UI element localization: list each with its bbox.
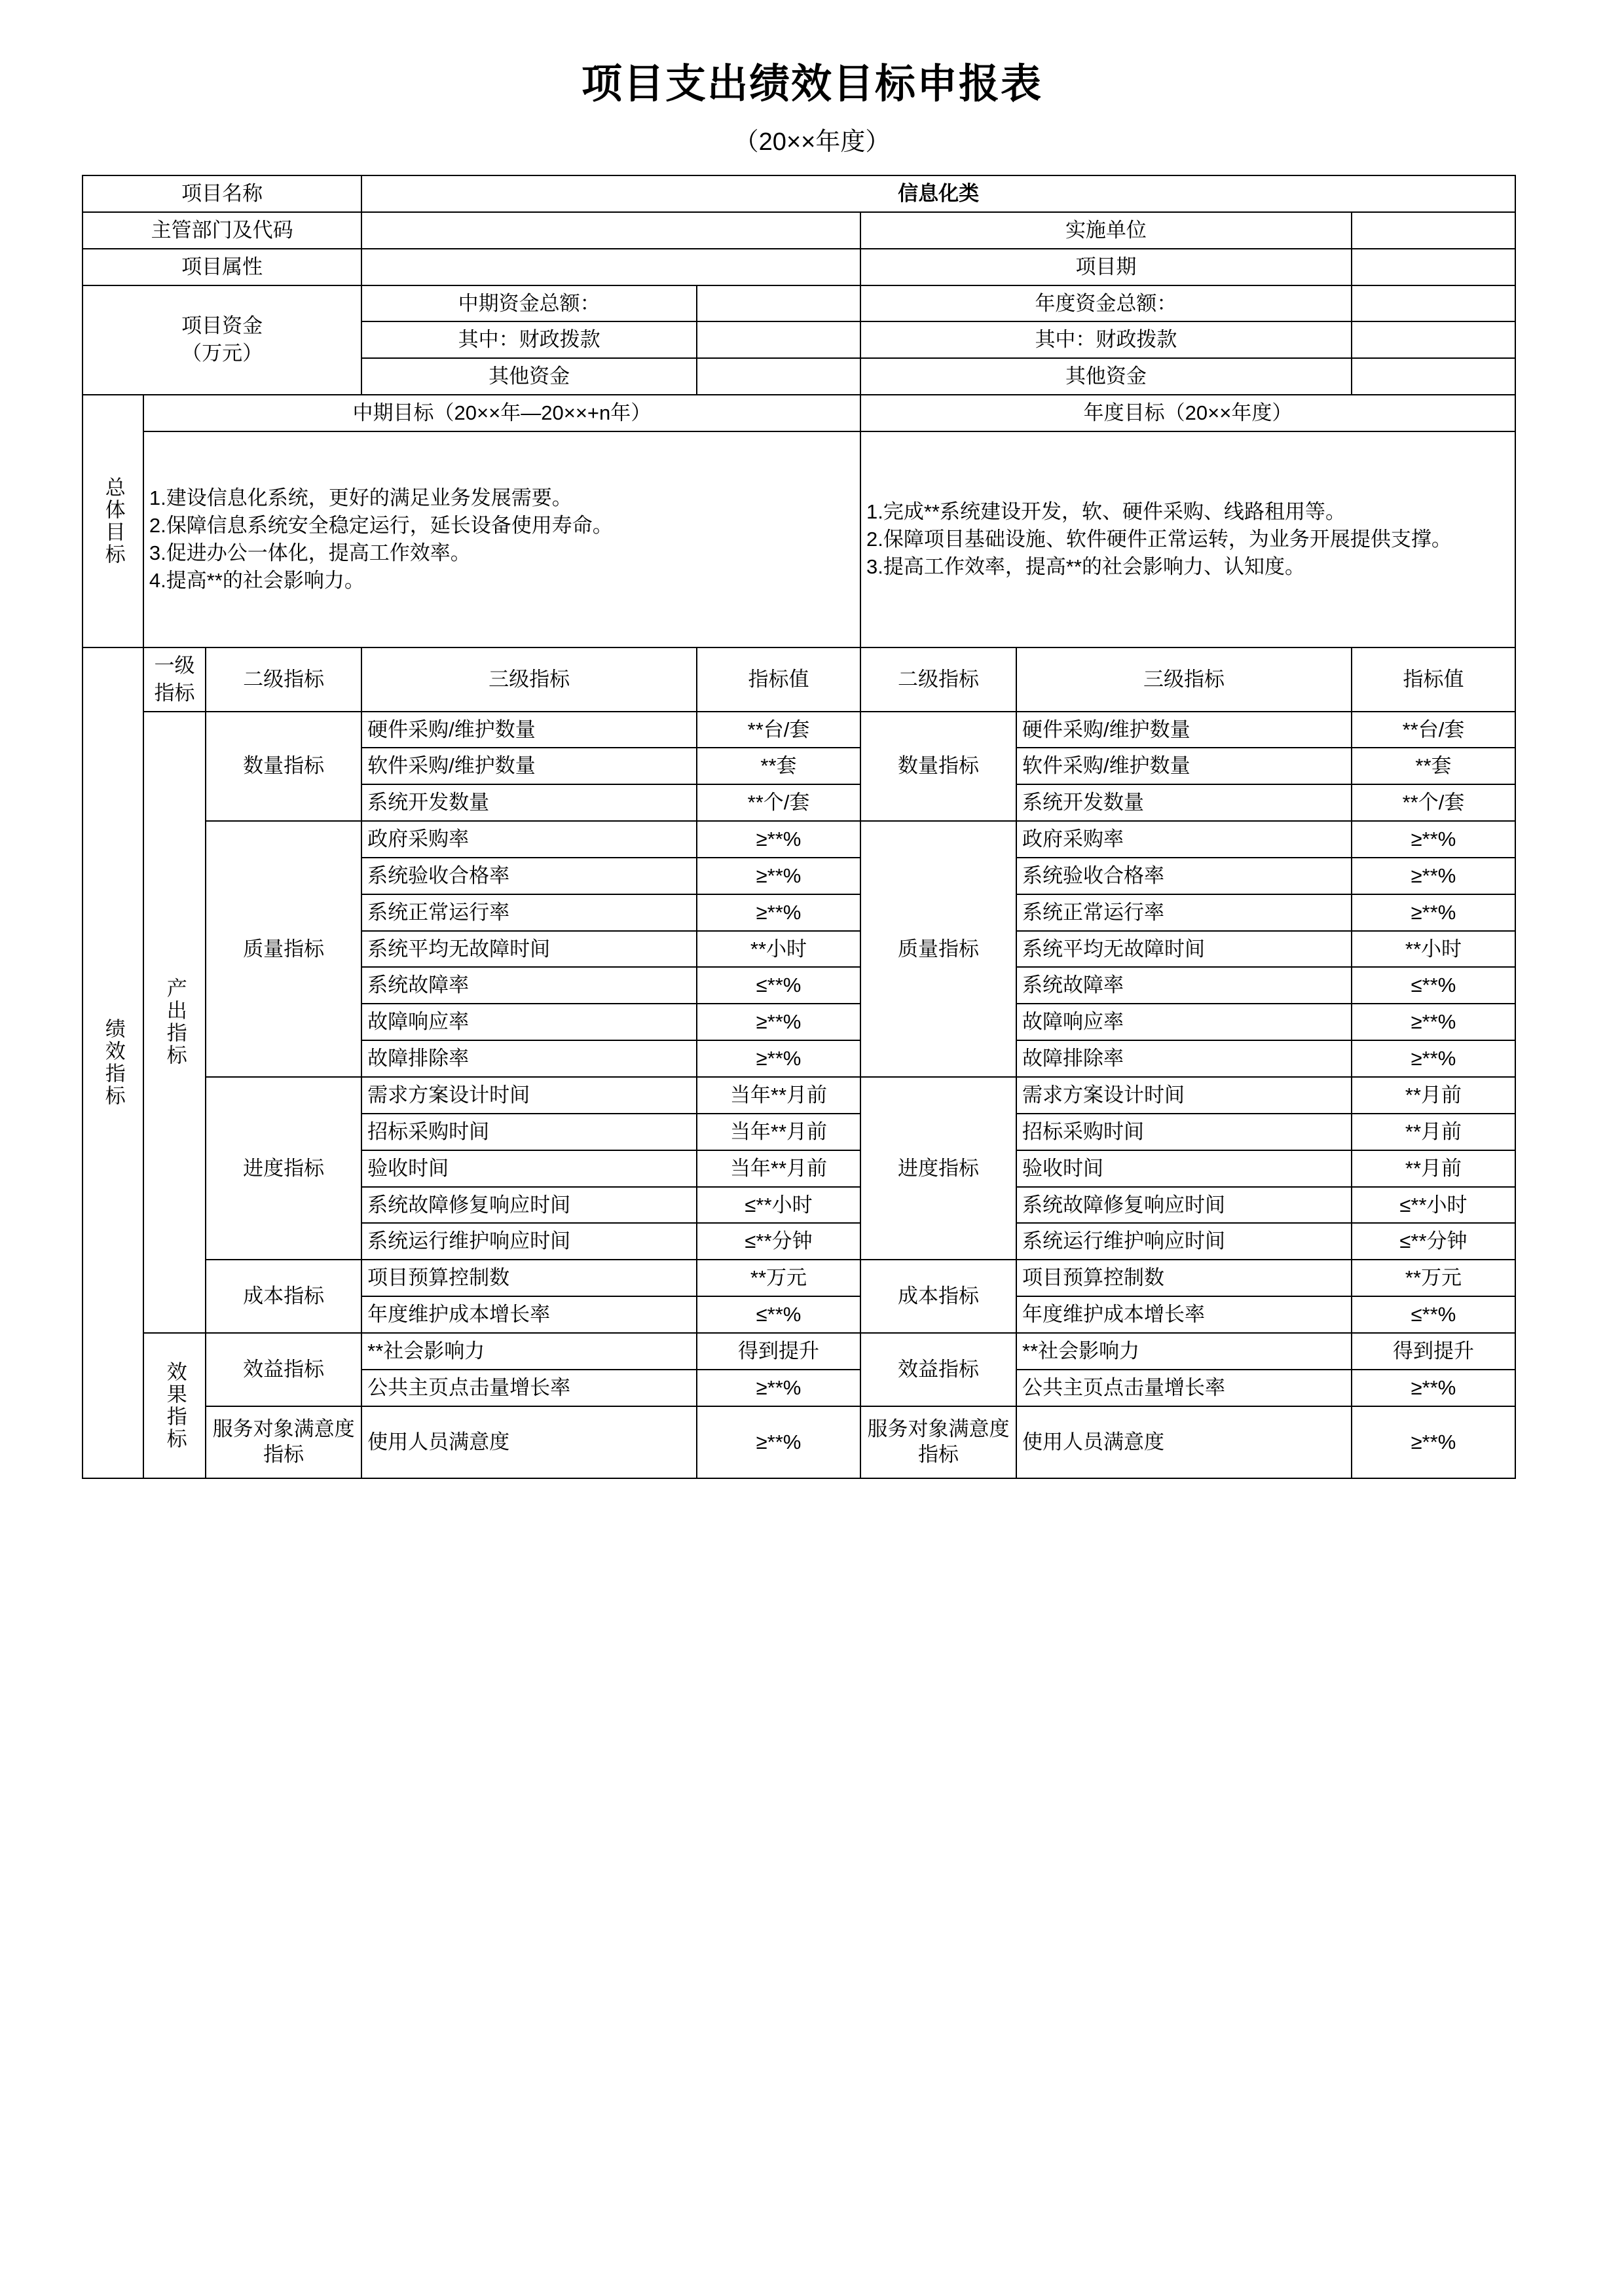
indicator-name-mid: 使用人员满意度	[361, 1406, 697, 1478]
fund-year-gov-value[interactable]	[1352, 321, 1515, 358]
fund-year-other-value[interactable]	[1352, 358, 1515, 395]
indicator-name-mid: 故障排除率	[361, 1040, 697, 1077]
fund-label-line1: 项目资金	[181, 314, 263, 338]
fund-year-other-label: 其他资金	[860, 358, 1352, 395]
table-row	[83, 1406, 1515, 1478]
indicator-name-year: 年度维护成本增长率	[1016, 1296, 1352, 1333]
indicator-value-mid: ≤**小时	[697, 1187, 860, 1224]
group-label-satisfaction-mid: 服务对象满意度指标	[206, 1406, 361, 1478]
indicator-name-mid: 政府采购率	[361, 821, 697, 858]
indicator-name-year: **社会影响力	[1016, 1333, 1352, 1370]
fund-year-gov-label: 其中：财政拨款	[860, 321, 1352, 358]
table-row	[83, 1260, 1515, 1296]
indicator-value-mid: **万元	[697, 1260, 860, 1296]
group-label-cost-mid: 成本指标	[206, 1260, 361, 1333]
indicator-name-year: 招标采购时间	[1016, 1114, 1352, 1150]
overall-mid-content	[143, 431, 860, 647]
attr-value[interactable]	[361, 249, 860, 285]
indicator-name-mid: 系统运行维护响应时间	[361, 1223, 697, 1260]
group-label-progress-mid: 进度指标	[206, 1077, 361, 1260]
level1-effect-label: 效果指标	[143, 1333, 206, 1478]
indicator-value-mid: **小时	[697, 931, 860, 968]
indicator-name-mid: 硬件采购/维护数量	[361, 712, 697, 748]
indicator-value-year: ≤**%	[1352, 967, 1515, 1004]
attr-label: 项目属性	[83, 249, 361, 285]
indicator-value-mid: ≤**%	[697, 1296, 860, 1333]
indicator-name-year: 系统故障率	[1016, 967, 1352, 1004]
indicator-value-mid: **台/套	[697, 712, 860, 748]
indicator-name-mid: 系统故障率	[361, 967, 697, 1004]
indicator-name-mid: 项目预算控制数	[361, 1260, 697, 1296]
overall-mid-item-3: 3.促进办公一体化，提高工作效率。	[149, 541, 471, 564]
period-label: 项目期	[860, 249, 1352, 285]
indicator-name-year: 系统开发数量	[1016, 784, 1352, 821]
indicator-name-mid: **社会影响力	[361, 1333, 697, 1370]
group-label-quantity-mid: 数量指标	[206, 712, 361, 822]
indicator-value-mid: ≤**分钟	[697, 1223, 860, 1260]
indicator-value-mid: **个/套	[697, 784, 860, 821]
indicator-name-mid: 公共主页点击量增长率	[361, 1370, 697, 1406]
group-label-cost-year: 成本指标	[860, 1260, 1016, 1333]
level1-header: 一级指标	[143, 647, 206, 712]
dept-label: 主管部门及代码	[83, 212, 361, 249]
indicator-name-year: 系统平均无故障时间	[1016, 931, 1352, 968]
indicator-name-mid: 故障响应率	[361, 1004, 697, 1040]
table-row	[83, 712, 1515, 748]
indicator-name-year: 硬件采购/维护数量	[1016, 712, 1352, 748]
indicator-value-year: ≥**%	[1352, 858, 1515, 894]
table-row-project-name	[83, 175, 1515, 212]
indicator-value-mid: ≥**%	[697, 1004, 860, 1040]
indicator-value-mid: ≥**%	[697, 858, 860, 894]
indicator-value-year: **台/套	[1352, 712, 1515, 748]
group-label-quality-mid: 质量指标	[206, 821, 361, 1077]
indicator-value-mid: 当年**月前	[697, 1150, 860, 1187]
table-row-dept-unit	[83, 212, 1515, 249]
performance-target-table	[82, 175, 1516, 1479]
group-label-progress-year: 进度指标	[860, 1077, 1016, 1260]
overall-year-item-2: 2.保障项目基础设施、软件硬件正常运转，为业务开展提供支撑。	[866, 527, 1452, 551]
page-title: 项目支出绩效目标申报表	[581, 62, 1043, 107]
indicator-value-mid: ≥**%	[697, 1406, 860, 1478]
indicator-value-year: **万元	[1352, 1260, 1515, 1296]
period-value[interactable]	[1352, 249, 1515, 285]
dept-value[interactable]	[361, 212, 860, 249]
indicator-name-year: 使用人员满意度	[1016, 1406, 1352, 1478]
overall-mid-item-1: 1.建设信息化系统，更好的满足业务发展需要。	[149, 486, 572, 510]
table-row	[83, 821, 1515, 858]
indicators-side-label: 绩效指标	[83, 647, 143, 1478]
overall-year-content	[860, 431, 1515, 647]
indicator-value-year: 得到提升	[1352, 1333, 1515, 1370]
table-row-fund-1	[83, 285, 1515, 322]
table-row-indicator-header	[83, 647, 1515, 712]
indicator-value-mid: 得到提升	[697, 1333, 860, 1370]
indicator-value-year: **小时	[1352, 931, 1515, 968]
level2-header-mid: 二级指标	[206, 647, 361, 712]
group-label-quality-year: 质量指标	[860, 821, 1016, 1077]
level1-output-label: 产出指标	[143, 712, 206, 1333]
overall-year-header: 年度目标（20××年度）	[860, 395, 1515, 431]
level3-header-year: 三级指标	[1016, 647, 1352, 712]
indicator-value-year: ≤**分钟	[1352, 1223, 1515, 1260]
indicator-value-year: **个/套	[1352, 784, 1515, 821]
indicator-value-year: ≥**%	[1352, 821, 1515, 858]
indicator-name-year: 故障排除率	[1016, 1040, 1352, 1077]
indicator-value-mid: ≤**%	[697, 967, 860, 1004]
fund-year-total-label: 年度资金总额：	[860, 285, 1352, 322]
indicator-name-mid: 验收时间	[361, 1150, 697, 1187]
indicator-value-year: ≥**%	[1352, 894, 1515, 931]
group-label-quantity-year: 数量指标	[860, 712, 1016, 822]
indicator-name-year: 软件采购/维护数量	[1016, 748, 1352, 784]
table-row	[83, 1077, 1515, 1114]
indicator-value-mid: ≥**%	[697, 1040, 860, 1077]
indicator-name-mid: 招标采购时间	[361, 1114, 697, 1150]
indicator-name-year: 需求方案设计时间	[1016, 1077, 1352, 1114]
indicator-name-year: 系统运行维护响应时间	[1016, 1223, 1352, 1260]
indicator-name-year: 故障响应率	[1016, 1004, 1352, 1040]
indicator-value-mid: 当年**月前	[697, 1114, 860, 1150]
indicator-name-mid: 软件采购/维护数量	[361, 748, 697, 784]
indicator-value-year: ≤**小时	[1352, 1187, 1515, 1224]
fund-mid-other-label: 其他资金	[361, 358, 697, 395]
project-name-value[interactable]: 信息化类	[361, 175, 1515, 212]
group-label-benefit-year: 效益指标	[860, 1333, 1016, 1406]
indicator-value-year: ≤**%	[1352, 1296, 1515, 1333]
level3-header-mid: 三级指标	[361, 647, 697, 712]
indicator-value-mid: **套	[697, 748, 860, 784]
fund-mid-gov-value[interactable]	[697, 321, 860, 358]
overall-goal-side-label: 总体目标	[83, 395, 143, 647]
indicator-name-year: 公共主页点击量增长率	[1016, 1370, 1352, 1406]
indicator-name-year: 系统验收合格率	[1016, 858, 1352, 894]
indicator-value-mid: ≥**%	[697, 1370, 860, 1406]
fund-mid-other-value[interactable]	[697, 358, 860, 395]
overall-mid-header: 中期目标（20××年—20××+n年）	[143, 395, 860, 431]
indicator-value-mid: 当年**月前	[697, 1077, 860, 1114]
indicator-value-year: **月前	[1352, 1150, 1515, 1187]
fund-mid-gov-label: 其中：财政拨款	[361, 321, 697, 358]
indicator-name-mid: 系统开发数量	[361, 784, 697, 821]
value-header-year: 指标值	[1352, 647, 1515, 712]
indicator-name-mid: 系统平均无故障时间	[361, 931, 697, 968]
level2-header-year: 二级指标	[860, 647, 1016, 712]
page-subtitle: （20××年度）	[733, 128, 891, 156]
project-name-label: 项目名称	[83, 175, 361, 212]
overall-year-item-3: 3.提高工作效率，提高**的社会影响力、认知度。	[866, 555, 1305, 578]
indicator-value-year: ≥**%	[1352, 1004, 1515, 1040]
indicator-value-year: ≥**%	[1352, 1370, 1515, 1406]
indicator-name-year: 系统正常运行率	[1016, 894, 1352, 931]
table-row-attr-period	[83, 249, 1515, 285]
overall-mid-item-4: 4.提高**的社会影响力。	[149, 568, 365, 592]
group-label-satisfaction-year: 服务对象满意度指标	[860, 1406, 1016, 1478]
table-row	[83, 1333, 1515, 1370]
unit-value[interactable]	[1352, 212, 1515, 249]
indicator-value-year: **月前	[1352, 1077, 1515, 1114]
indicator-name-mid: 系统正常运行率	[361, 894, 697, 931]
indicator-value-mid: ≥**%	[697, 894, 860, 931]
value-header-mid: 指标值	[697, 647, 860, 712]
fund-mid-total-value[interactable]	[697, 285, 860, 322]
fund-year-total-value[interactable]	[1352, 285, 1515, 322]
group-label-benefit-mid: 效益指标	[206, 1333, 361, 1406]
unit-label: 实施单位	[860, 212, 1352, 249]
indicator-name-mid: 年度维护成本增长率	[361, 1296, 697, 1333]
indicator-value-year: **套	[1352, 748, 1515, 784]
indicator-name-year: 政府采购率	[1016, 821, 1352, 858]
indicator-name-mid: 系统验收合格率	[361, 858, 697, 894]
table-row-overall-body	[83, 431, 1515, 647]
indicator-value-year: ≥**%	[1352, 1406, 1515, 1478]
overall-year-item-1: 1.完成**系统建设开发，软、硬件采购、线路租用等。	[866, 500, 1346, 524]
fund-label	[83, 285, 361, 395]
indicator-name-mid: 需求方案设计时间	[361, 1077, 697, 1114]
indicator-name-mid: 系统故障修复响应时间	[361, 1187, 697, 1224]
fund-mid-total-label: 中期资金总额：	[361, 285, 697, 322]
indicator-name-year: 系统故障修复响应时间	[1016, 1187, 1352, 1224]
fund-label-line2: （万元）	[181, 342, 263, 365]
table-row-overall-header	[83, 395, 1515, 431]
indicator-name-year: 验收时间	[1016, 1150, 1352, 1187]
indicator-name-year: 项目预算控制数	[1016, 1260, 1352, 1296]
indicator-value-year: ≥**%	[1352, 1040, 1515, 1077]
indicator-value-mid: ≥**%	[697, 821, 860, 858]
overall-mid-item-2: 2.保障信息系统安全稳定运行，延长设备使用寿命。	[149, 514, 613, 538]
indicator-value-year: **月前	[1352, 1114, 1515, 1150]
